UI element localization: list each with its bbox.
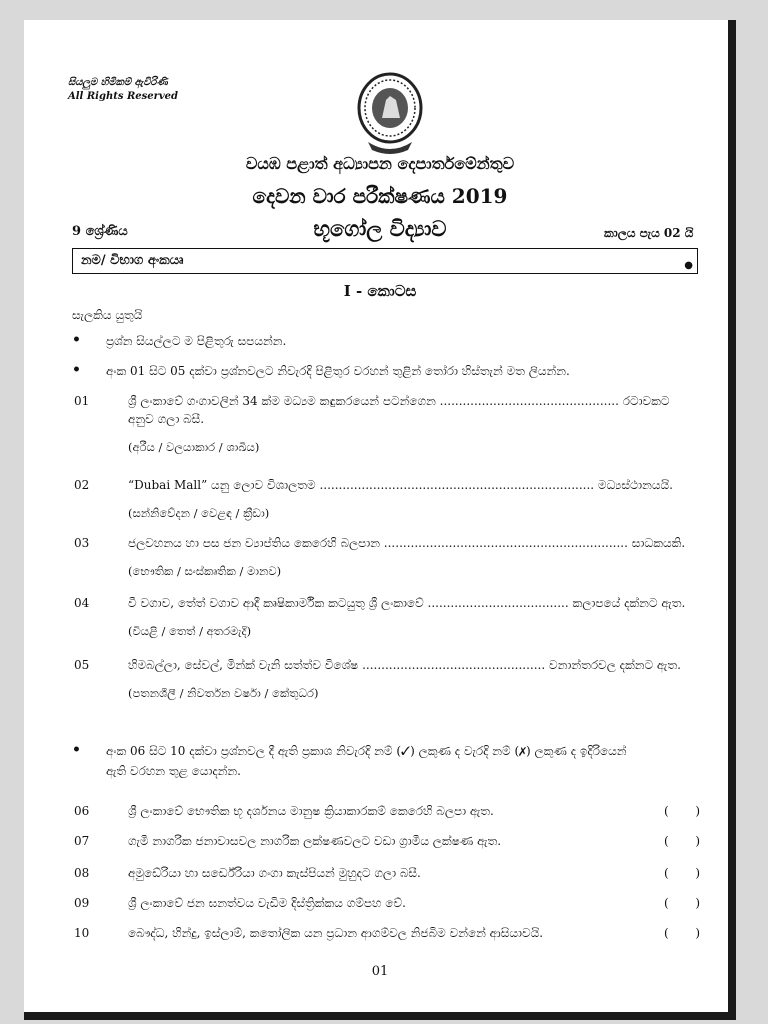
grade-label: 9 ශ්‍රේණිය — [72, 224, 128, 239]
exam-page — [24, 20, 736, 1020]
bullet-icon: • — [72, 332, 81, 348]
question-text-continued: අනුව ගලා බසී. — [128, 412, 205, 426]
question-text: ශ්‍රී ලංකාවේ භෞතික භූ දර්ශනය මානුෂ ක්‍රියාකාරකම් කෙරෙහි බලපා ඇත. — [128, 804, 494, 818]
question-text: අමුඩේරියා හා සර්ඩේරියා ගංගා කැස්පියන් මුහුදට ගලා බසී. — [128, 866, 421, 880]
question-text: ශ්‍රී ලංකාවේ ජන ඝනත්වය වැඩිම දිස්ත්‍රික්කය ගම්පහ වේ. — [128, 896, 406, 910]
question-number: 09 — [74, 896, 90, 910]
question-number: 03 — [74, 536, 90, 550]
question-number: 10 — [74, 926, 90, 940]
instruction-1: ප්‍රශ්න සියල්ලට ම පිළිතුරු සපයන්න. — [106, 334, 287, 348]
question-number: 05 — [74, 658, 90, 672]
question-text: බෞද්ධ, හින්දු, ඉස්ලාම්, කතෝලික යන ප්‍රධාන ආගම්වල නිජබිම වන්නේ ආසියාවයි. — [128, 926, 544, 940]
answer-options: (වියළි / තෙත් / අතරමැදි) — [128, 624, 252, 638]
name-index-box[interactable] — [72, 248, 698, 274]
question-text: ගැමී නාගරික ජනාවාසවල නාගරික ලක්ෂණවලට වඩා ග්‍රාමීය ලක්ෂණ ඇත. — [128, 834, 502, 848]
instruction-2: අංක 01 සිට 05 දක්වා ප්‍රශ්නවලට නිවැරදි පිළිතුර වරහන් තුළින් තෝරා හිස්තැන් මත ලියන්න. — [106, 364, 570, 378]
question-text: “Dubai Mall” යනු ලොව විශාලතම ........................................................................ මධ්‍යස්ථානයයි. — [128, 478, 673, 492]
answer-options: (සන්නිවේදන / වෙළඳ / ක්‍රීඩා) — [128, 506, 270, 520]
part-title: I - කොටස — [343, 282, 417, 300]
page-number: 01 — [371, 964, 389, 979]
question-number: 07 — [74, 834, 90, 848]
box-dot-icon: ● — [684, 260, 693, 271]
time-allowed: කාලය පැය 02 යි — [604, 226, 694, 240]
answer-bracket[interactable]: ( ) — [664, 926, 701, 940]
answer-options: (භෞතික / සංස්කෘතික / මානව) — [128, 564, 282, 578]
answer-options: (පතනශීලී / නිවර්තන වර්ෂා / කේතුධර) — [128, 686, 319, 700]
question-text: ශ්‍රී ලංකාවේ ගංගාවලින් 34 ක්ම මධ්‍යම කඳුකරයෙන් පටන්ගෙන ............................................... රටාවකට — [128, 394, 670, 408]
answer-options: (අරීය / වලයාකාර / ශාඛීය) — [128, 440, 260, 454]
bullet-icon: • — [72, 362, 81, 378]
question-number: 08 — [74, 866, 90, 880]
copyright-notice — [68, 76, 178, 104]
government-emblem-icon — [354, 70, 426, 156]
answer-bracket[interactable]: ( ) — [664, 896, 701, 910]
department-title: වයඹ පළාත් අධ්‍යාපන දෙපාර්තමේන්තුව — [245, 154, 515, 173]
question-number: 01 — [74, 394, 90, 408]
question-text: හිමබල්ලා, සේවල්, මින්ක් වැනි සත්ත්ව විශේෂ ................................................ වනාන්තරවල දක්නට ඇත. — [128, 658, 681, 672]
question-number: 04 — [74, 596, 90, 610]
answer-bracket[interactable]: ( ) — [664, 804, 701, 818]
answer-bracket[interactable]: ( ) — [664, 866, 701, 880]
instruction-3-line-1: අංක 06 සිට 10 දක්වා ප්‍රශ්නවල දී ඇති ප්‍රකාශ නිවැරදි නම් (✓) ලකුණ ද වැරදි නම් (✗) ලකුණ ද ඉදිරියෙන් — [106, 744, 627, 758]
copyright-sinhala: සියලුම හිමිකම් ඇවිරිණි — [68, 77, 168, 88]
instruction-3-line-2: ඇති වරහන තුළ යොදන්න. — [106, 764, 241, 778]
answer-bracket[interactable]: ( ) — [664, 834, 701, 848]
note-heading: සැලකිය යුතුයි — [72, 308, 143, 322]
subject-title: භූගෝල විද්‍යාව — [313, 216, 447, 241]
question-text: වී වගාව, තේත් වගාව ආදී කෘෂිකාර්මික කටයුතු ශ්‍රී ලංකාවේ ..................................... කලාපයේ දක්නට ඇත. — [128, 596, 686, 610]
exam-title: දෙවන වාර පරීක්ෂණය 2019 — [252, 184, 508, 208]
question-number: 02 — [74, 478, 90, 492]
copyright-english: All Rights Reserved — [68, 91, 179, 102]
name-index-label: නම/ විභාග අංකයෘ — [81, 253, 184, 268]
bullet-icon: • — [72, 742, 81, 758]
question-text: ජලවහනය හා පස ජන ව්‍යාප්තිය කෙරෙහි බලපාන ................................................................ සාධකයකි. — [128, 536, 686, 550]
question-number: 06 — [74, 804, 90, 818]
